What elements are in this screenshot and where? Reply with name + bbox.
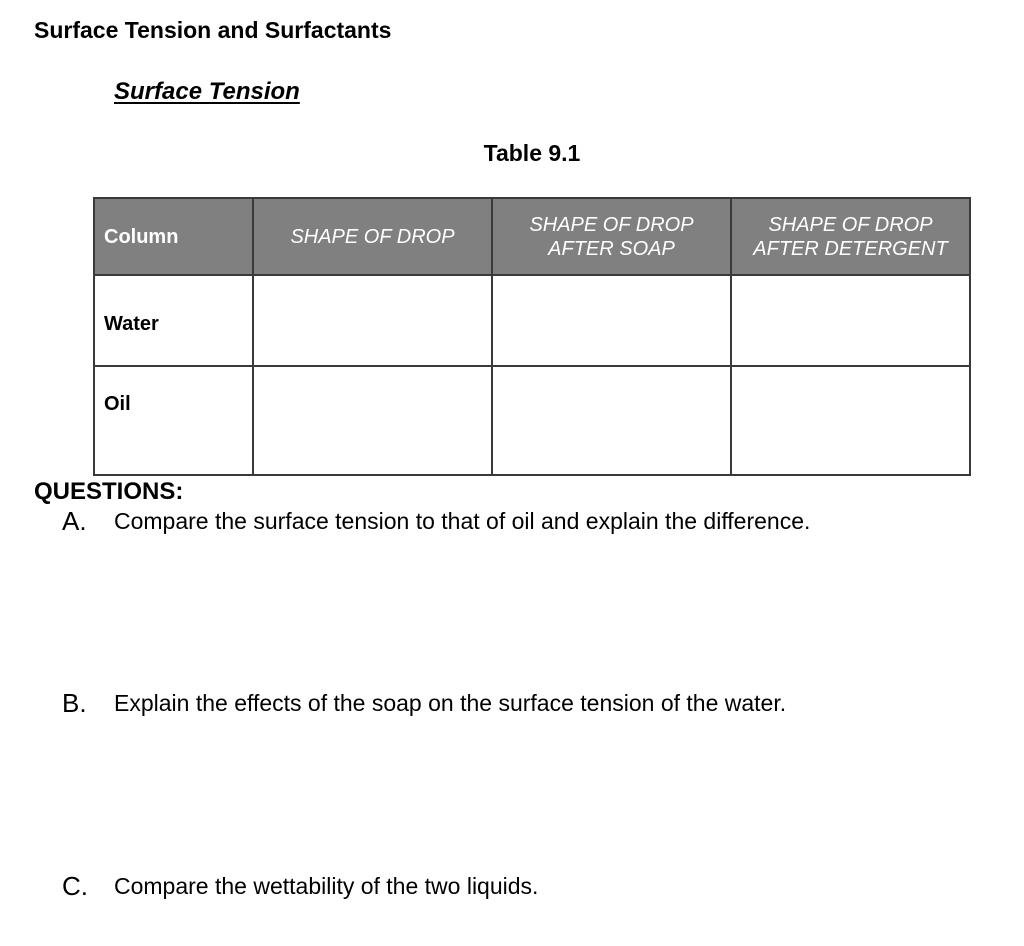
section-heading: Surface Tension — [114, 78, 300, 105]
document-title: Surface Tension and Surfactants — [34, 17, 392, 43]
question-text: Compare the wettability of the two liquids. — [114, 873, 539, 899]
row-label-oil: Oil — [94, 366, 253, 475]
header-label: SHAPE OF DROP AFTER SOAP — [529, 213, 694, 260]
question-text: Explain the effects of the soap on the surface tension of the water. — [114, 690, 787, 716]
header-label: Column — [104, 225, 179, 248]
question-letter: C. — [62, 871, 88, 901]
cell-oil-after-detergent[interactable] — [731, 366, 970, 475]
cell-oil-shape-of-drop[interactable] — [253, 366, 492, 475]
question-text: Compare the surface tension to that of oil and explain the difference. — [114, 508, 811, 534]
header-cell-shape-of-drop — [253, 198, 492, 275]
cell-water-after-detergent[interactable] — [731, 275, 970, 366]
questions-heading: QUESTIONS: — [34, 478, 184, 505]
header-cell-shape-after-soap — [492, 198, 731, 275]
table-caption: Table 9.1 — [483, 140, 581, 166]
header-label: SHAPE OF DROP AFTER DETERGENT — [753, 213, 948, 260]
header-label: SHAPE OF DROP — [290, 225, 455, 248]
question-letter: B. — [62, 688, 87, 718]
cell-water-shape-of-drop[interactable] — [253, 275, 492, 366]
header-cell-column — [94, 198, 253, 275]
table-row-water — [94, 275, 970, 366]
header-cell-shape-after-detergent — [731, 198, 970, 275]
row-label-water: Water — [94, 275, 253, 366]
table-row-oil — [94, 366, 970, 475]
results-table — [93, 197, 971, 476]
cell-oil-after-soap[interactable] — [492, 366, 731, 475]
table-header-row — [94, 198, 970, 275]
cell-water-after-soap[interactable] — [492, 275, 731, 366]
question-letter: A. — [62, 506, 87, 536]
